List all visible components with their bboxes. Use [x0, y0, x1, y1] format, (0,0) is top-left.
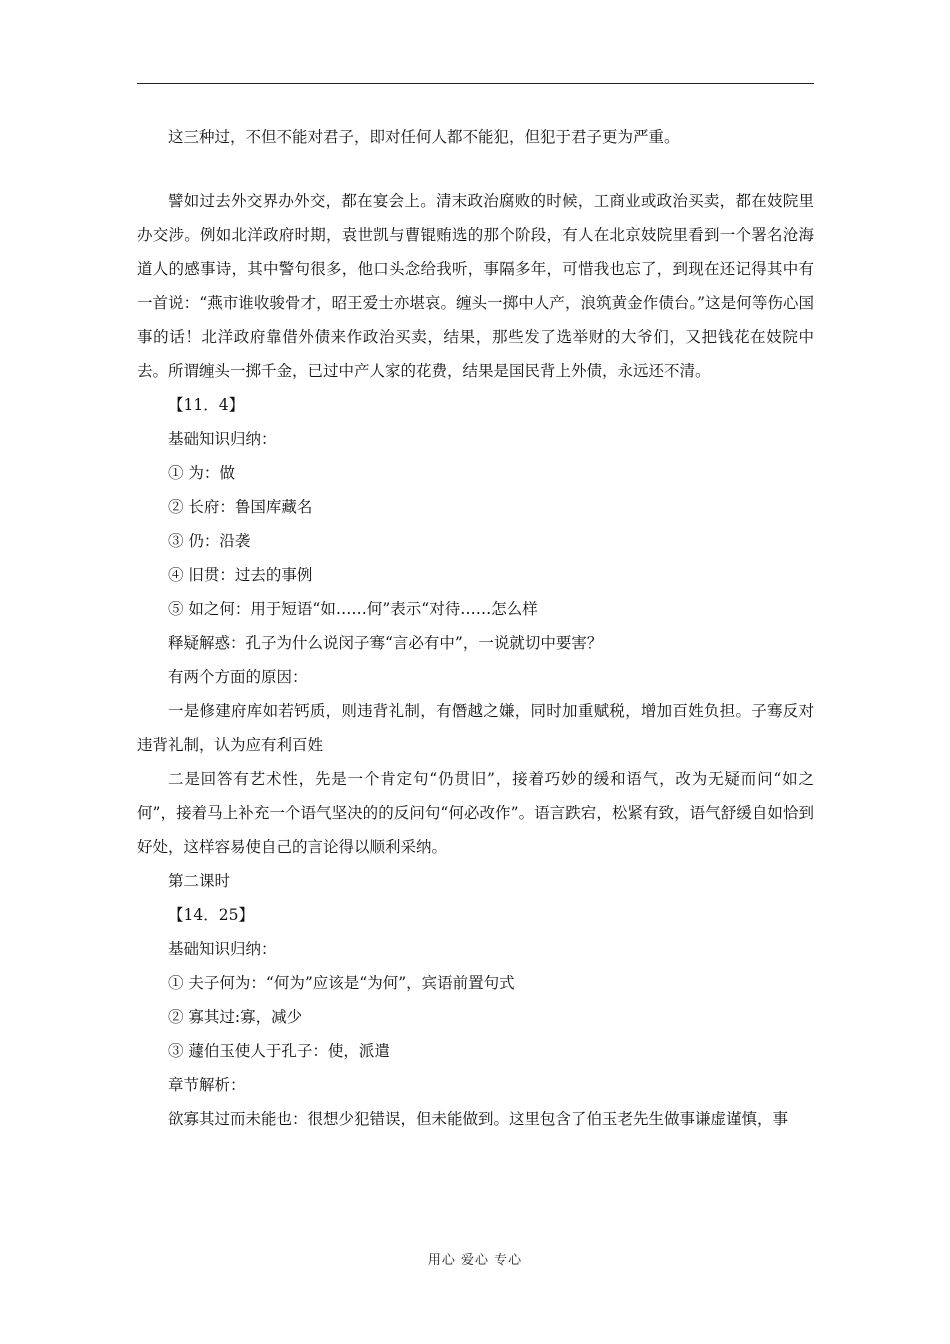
header-rule — [137, 83, 814, 84]
list-item: ③ 仍：沿袭 — [168, 532, 251, 550]
list-item: ③ 蘧伯玉使人于孔子：使，派遣 — [168, 1042, 390, 1060]
paragraph: 这三种过，不但不能对君子，即对任何人都不能犯，但犯于君子更为严重。 — [168, 128, 680, 146]
list-item: ② 寡其过:寡，减少 — [168, 1008, 303, 1026]
paragraph: 二是回答有艺术性，先是一个肯定句“仍贯旧”，接着巧妙的缓和语气，改为无疑而问“如之何”，接着马上补充一个语气坚决的的反问句“何必改作”。语言跌宕，松紧有致，语气舒缓自如恰到好处，这样容易使自己的言论得以顺利采纳。 — [137, 770, 814, 856]
section-heading: 第二课时 — [168, 872, 231, 890]
list-item: ① 为：做 — [168, 464, 235, 482]
list-item: ② 长府：鲁国库藏名 — [168, 498, 313, 516]
list-item: ① 夫子何为：“何为”应该是“为何”，宾语前置句式 — [168, 974, 515, 992]
list-item: ⑤ 如之何：用于短语“如……何”表示“对待……怎么样 — [168, 600, 538, 618]
paragraph: 一是修建府库如若钙质，则违背礼制，有僭越之嫌，同时加重赋税，增加百姓负担。子骞反对违背礼制，认为应有利百姓 — [137, 702, 814, 754]
paragraph: 基础知识归纳： — [168, 940, 277, 958]
paragraph: 章节解析： — [168, 1076, 246, 1094]
list-item: ④ 旧贯：过去的事例 — [168, 566, 313, 584]
document-body — [137, 120, 814, 1136]
section-heading: 【14．25】 — [168, 906, 254, 924]
paragraph: 释疑解惑：孔子为什么说闵子骞“言必有中”，一说就切中要害？ — [168, 634, 603, 652]
section-heading: 【11．4】 — [168, 396, 245, 414]
paragraph: 譬如过去外交界办外交，都在宴会上。清末政治腐败的时候，工商业或政治买卖，都在妓院里办交涉。例如北洋政府时期，袁世凯与曹锟贿选的那个阶段，有人在北京妓院里看到一个署名沧海道人的感事诗，其中警句很多，他口头念给我听，事隔多年，可惜我也忘了，到现在还记得其中有一首说：“燕市谁收骏骨才，昭王爱士亦堪哀。缠头一掷中人产，浪筑黄金作债台。”这是何等伤心国事的话！北洋政府靠借外债来作政治买卖，结果，那些发了选举财的大爷们，又把钱花在妓院中去。所谓缠头一掷千金，已过中产人家的花费，结果是国民背上外债，永远还不清。 — [137, 192, 814, 380]
paragraph: 基础知识归纳： — [168, 430, 277, 448]
paragraph: 有两个方面的原因： — [168, 668, 308, 686]
paragraph: 欲寡其过而未能也：很想少犯错误，但未能做到。这里包含了伯玉老先生做事谦虚谨慎，事 — [168, 1110, 789, 1128]
page-footer: 用心 爱心 专心 — [427, 1253, 523, 1268]
